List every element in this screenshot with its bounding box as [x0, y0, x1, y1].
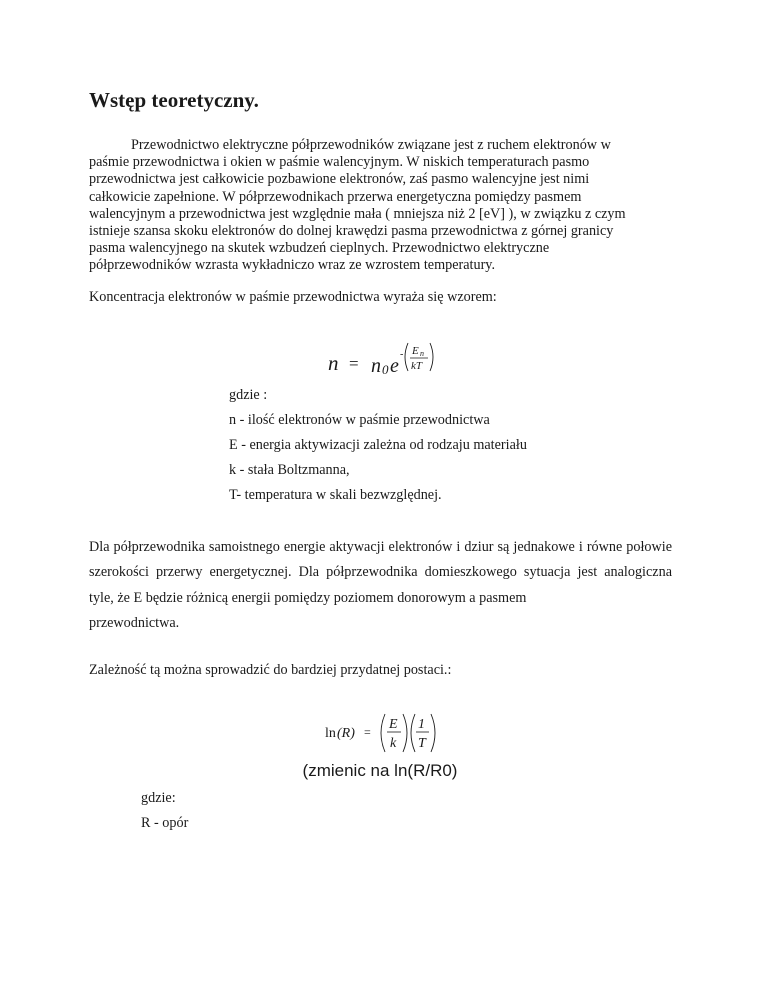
resistance-formula [322, 711, 442, 755]
concentration-formula [326, 340, 466, 380]
definition2-item: R - opór [141, 815, 189, 831]
formula2-equals: = [364, 725, 371, 739]
formula1-frac-num-subscript: n [420, 349, 424, 358]
dependency-line: Zależność tą można sprowadzić do bardziej przydatnej postaci.: [89, 662, 452, 678]
definitions2-header: gdzie: [141, 790, 176, 806]
formula1-lhs: n [328, 351, 339, 375]
definition-item: E - energia aktywizacji zależna od rodzaju materiału [229, 437, 527, 453]
formula1-left-paren [405, 343, 408, 371]
formula1-frac-num: E [412, 345, 419, 357]
formula1-exp-base: e [390, 355, 399, 377]
activation-paragraph-text: Dla półprzewodnika samoistnego energie aktywacji elektronów i dziur są jednakowe i równe połowie szerokości przerwy energetycznej. Dla półprzewodnika domieszkowego sytuacja jest analogiczna tyle, że E będzie różnicą energii pomiędzy poziomem donorowym a pasmem [89, 539, 672, 606]
formula1-frac-den: kT [411, 360, 422, 372]
formula2-frac2-num: 1 [418, 717, 425, 732]
definitions-header: gdzie : [229, 387, 268, 403]
definition-item: n - ilość elektronów w paśmie przewodnictwa [229, 412, 490, 428]
formula2-paren2-right [431, 714, 435, 752]
formula2-ln: ln [325, 726, 336, 741]
formula2-paren1-left [381, 714, 385, 752]
formula2-frac2-den: T [418, 736, 426, 751]
formula2-frac1-num: E [389, 717, 398, 732]
formula2-paren2-left [411, 714, 415, 752]
edit-note: (zmienic na ln(R/R0) [302, 761, 458, 780]
definition-item: T- temperatura w skali bezwzględnej. [229, 487, 442, 503]
formula1-right-paren [430, 343, 433, 371]
formula1-minus: - [400, 349, 404, 360]
page-title: Wstęp teoretyczny. [89, 88, 259, 112]
formula1-n0: n [371, 355, 381, 377]
activation-paragraph [89, 535, 672, 637]
intro-paragraph-text: Przewodnictwo elektryczne półprzewodników związane jest z ruchem elektronów w paśmie przewodnictwa i okien w paśmie walencyjnym. W niskich temperaturach pasmo przewodnictwa jest całkowicie pozbawione elektronów, zaś pasmo walencyjne jest nimi całkowicie zapełnione. W półprzewodnikach przerwa energetyczna pomiędzy pasmem walencyjnym a przewodnictwa jest względnie mała ( mniejsza niż 2 [eV] ), w związku z czym istnieje szansa skoku elektronów do dolnej krawędzi pasma przewodnictwa z górnej granicy pasma walencyjnego na skutek wzbudzeń cieplnych. Przewodnictwo elektryczne półprzewodników wzrasta wykładniczo wraz ze wzrostem temperatury. [89, 137, 626, 274]
formula2-frac1-den: k [390, 736, 397, 751]
definition-item: k - stała Boltzmanna, [229, 462, 350, 478]
concentration-line: Koncentracja elektronów w paśmie przewodnictwa wyraża się wzorem: [89, 289, 497, 305]
formula1-n0-subscript: 0 [382, 362, 389, 377]
formula2-arg: (R) [337, 726, 355, 741]
intro-paragraph [89, 137, 649, 275]
activation-paragraph-last-line: przewodnictwa. [89, 615, 180, 632]
formula1-equals: = [349, 354, 359, 373]
formula2-paren1-right [403, 714, 407, 752]
